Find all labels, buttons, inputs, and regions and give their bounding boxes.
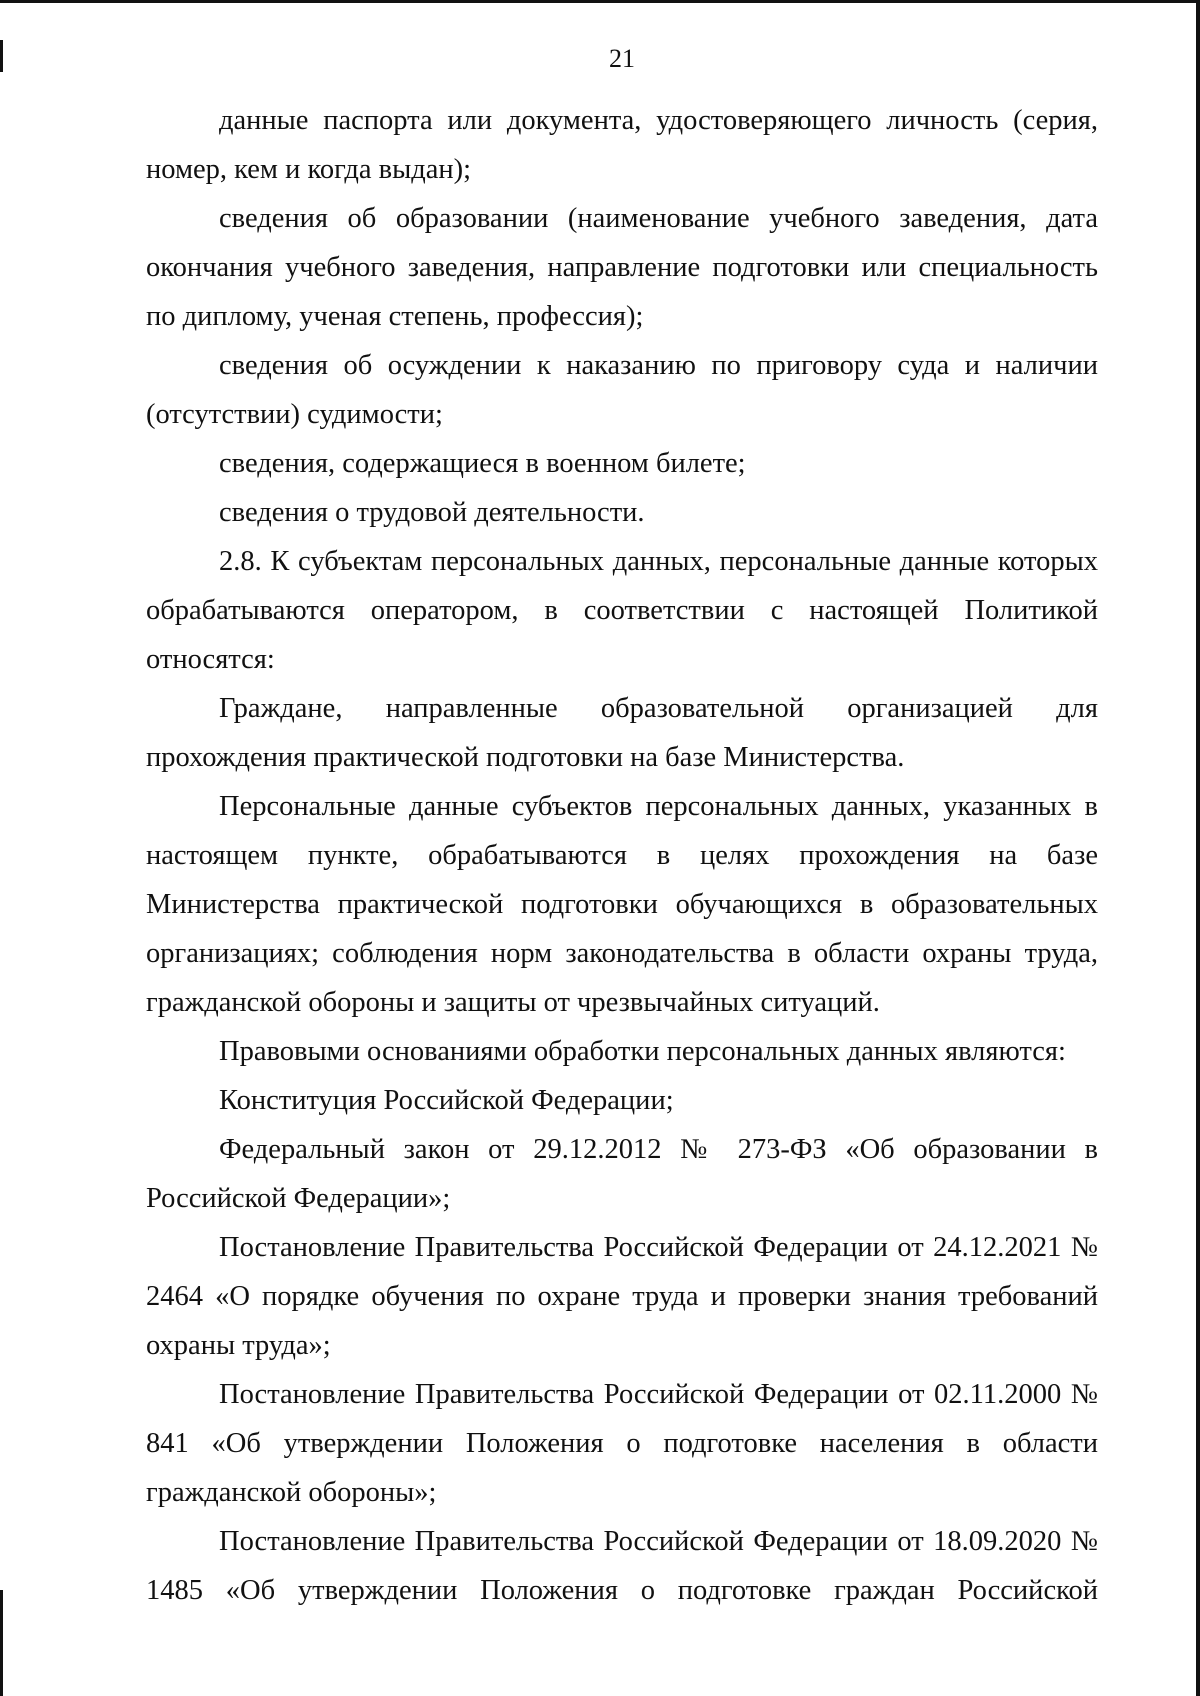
paragraph-processing-purposes: Персональные данные субъектов персональных данных, указанных в настоящем пункте, обрабатываются в целях прохождения на базе Министерства практической подготовки обучающихся в образовательных организациях; соблюдения норм законодательства в области охраны труда, гражданской обороны и защиты от чрезвычайных ситуаций.: [146, 791, 1098, 1018]
paragraph-resolution-1485: Постановление Правительства Российской Федерации от 18.09.2020 № 1485 «Об утверждении Положения о подготовке граждан Российской: [146, 1526, 1098, 1606]
paragraph-constitution: Конституция Российской Федерации;: [219, 1085, 674, 1116]
paragraph-resolution-841: Постановление Правительства Российской Федерации от 02.11.2000 № 841 «Об утверждении Положения о подготовке населения в области гражданской обороны»;: [146, 1379, 1098, 1508]
paragraph-section-2-8: 2.8. К субъектам персональных данных, персональные данные которых обрабатываются оператором, в соответствии с настоящей Политикой относятся:: [146, 546, 1098, 675]
scan-edge-top: [0, 0, 1200, 3]
document-body: [146, 96, 1098, 1615]
paragraph-resolution-2464: Постановление Правительства Российской Федерации от 24.12.2021 № 2464 «О порядке обучения по охране труда и проверки знания требований охраны труда»;: [146, 1232, 1098, 1361]
paragraph-work-history-data: сведения о трудовой деятельности.: [219, 497, 645, 528]
scan-mark-left-bottom: [0, 1590, 3, 1696]
paragraph-military-id-data: сведения, содержащиеся в военном билете;: [219, 448, 746, 479]
paragraph-federal-law: Федеральный закон от 29.12.2012 № 273-ФЗ «Об образовании в Российской Федерации»;: [146, 1134, 1098, 1214]
paragraph-conviction-data: сведения об осуждении к наказанию по приговору суда и наличии (отсутствии) судимости;: [146, 350, 1098, 430]
paragraph-education-data: сведения об образовании (наименование учебного заведения, дата окончания учебного заведения, направление подготовки или специальность по диплому, ученая степень, профессия);: [146, 203, 1098, 332]
scan-edge-right: [1196, 0, 1200, 1696]
paragraph-legal-grounds: Правовыми основаниями обработки персональных данных являются:: [219, 1036, 1066, 1067]
page-number: 21: [609, 44, 635, 73]
paragraph-citizens: Граждане, направленные образовательной организацией для прохождения практической подготовки на базе Министерства.: [146, 693, 1098, 773]
paragraph-passport-data: данные паспорта или документа, удостоверяющего личность (серия, номер, кем и когда выдан);: [146, 105, 1098, 185]
